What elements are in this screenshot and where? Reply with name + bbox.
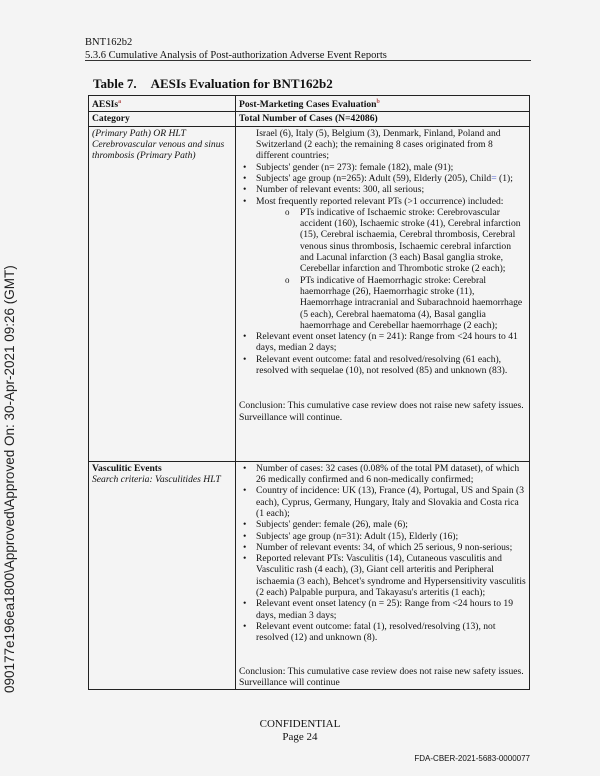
list-item: • Relevant event onset latency (n = 25): Range from <24 hours to 19 days, median 3 days; [239,598,526,621]
conclusion-text: Conclusion: This cumulative case review does not raise new safety issues. Surveillance will continue. [239,400,524,423]
table-subheader-row [89,112,530,126]
search-criteria: Search criteria: Vasculitides HLT [92,474,221,486]
list-item: • Number of relevant events: 34, of which 25 serious, 9 non-serious; [239,542,526,553]
list-item: • Subjects' gender: female (26), male (6); [239,519,526,530]
list-item: • Country of incidence: UK (13), France (4), Portugal, US and Spain (3 each), Cyprus, Germany, Hungary, Italy and Slovakia and Costa rica (1 each); [239,485,526,519]
list-item: • Reported relevant PTs: Vasculitis (14), Cutaneous vasculitis and Vasculitic rash (4 each), (3), Giant cell arteritis and Peripheral ischaemia (3 each), Behcet's syndrome and Hypersensitivity vasculitis (2 each) Palpable purpura, and Takayasu's arteritis (1 each); [239,553,526,598]
header-cell-evaluation: Post-Marketing Cases Evaluation$^b$ [236,96,530,112]
evaluation-cell [236,461,530,689]
list-item: • Number of cases: 32 cases (0.08% of the total PM dataset), of which 26 medically confirmed and 6 non-medically confirmed; [239,463,526,486]
table-row [89,126,530,461]
table-row [89,461,530,689]
approval-stamp: 090177e196ea1800\Approved\Approved On: 30-Apr-2021 09:26 (GMT) [2,265,17,693]
document-id: FDA-CBER-2021-5683-0000077 [414,754,530,763]
header-cell-total: Total Number of Cases (N=42086) [236,112,530,126]
category-cell: (Primary Path) OR HLT Cerebrovascular venous and sinus thrombosis (Primary Path) [89,126,236,461]
list-item: • Relevant event onset latency (n = 241): Range from <24 hours to 41 days, median 2 days; [239,331,526,354]
sub-list-item: o PTs indicative of Haemorrhagic stroke: Cerebral haemorrhage (26), Haemorrhagic stroke (11), Haemorrhage intracranial and Subarachnoid haemorrhage (5 each), Cerebral haematoma (4), Basal ganglia haemorrhage and Cerebellar haemorrhage (2 each); [256,275,526,331]
header-rule [85,60,531,61]
confidential-label: CONFIDENTIAL [259,718,341,730]
header-cell-category: Category [89,112,236,126]
list-item: • Subjects' gender (n= 273): female (182), male (91); [239,162,526,173]
table-header-row [89,96,530,112]
header-section: 5.3.6 Cumulative Analysis of Post-authorization Adverse Event Reports [85,50,387,61]
list-item: • Relevant event outcome: fatal (1), resolved/resolving (13), not resolved (12) and unknown (8). [239,621,526,644]
header-cell-aesis: AESIs$^a$ [89,96,236,112]
evaluation-cell [236,126,530,461]
conclusion-text: Conclusion: This cumulative case review does not raise new safety issues. Surveillance will continue [239,665,524,688]
list-item: Israel (6), Italy (5), Belgium (3), Denmark, Finland, Poland and Switzerland (2 each); the remaining 8 cases originated from 8 different countries; [256,127,501,162]
list-item: • Most frequently reported relevant PTs (>1 occurrence) included: o PTs indicative of Ischaemic stroke: Cerebrovascular accident (160), Ischaemic stroke (41), Cerebral infarction (15), Cerebral ischaemia, Cerebral thrombosis, Cerebral venous sinus thrombosis, Ischaemic cerebral infarction and Lacunal infarction (3 each) Basal ganglia stroke, Cerebellar infarction and Thrombotic stroke (2 each); o PTs indicative of Haemorrhagic stroke: Cerebral haemorrhage (26), Haemorrhagic stroke (11), Haemorrhage intracranial and Subarachnoid haemorrhage (5 each), Cerebral haematoma (4), Basal ganglia haemorrhage and Cerebellar haemorrhage (2 each); [239,196,526,332]
table-caption: AESIs Evaluation for BNT162b2 [150,76,333,91]
list-item: • Number of relevant events: 300, all serious; [239,184,526,195]
aesi-table [88,95,530,690]
header-product: BNT162b2 [85,37,133,48]
table-title [93,76,333,92]
list-item: • Subjects' age group (n=31): Adult (15), Elderly (16); [239,531,526,542]
sub-list-item: o PTs indicative of Ischaemic stroke: Cerebrovascular accident (160), Ischaemic stroke (41), Cerebral infarction (15), Cerebral ischaemia, Cerebral thrombosis, Cerebral venous sinus thrombosis, Ischaemic cerebral infarction and Lacunal infarction (3 each) Basal ganglia stroke, Cerebellar infarction and Thrombotic stroke (2 each); [256,207,526,275]
table-number: Table 7. [93,76,137,91]
list-item: • Subjects' age group (n=265): Adult (59), Elderly (205), Child= (1); [239,173,526,184]
running-header [85,36,387,62]
category-cell [89,461,236,689]
category-title: Vasculitic Events [92,462,162,474]
page-number: Page 24 [282,731,318,743]
list-item: • Relevant event outcome: fatal and resolved/resolving (61 each), resolved with sequelae (10), not resolved (85) and unknown (83). [239,354,526,377]
